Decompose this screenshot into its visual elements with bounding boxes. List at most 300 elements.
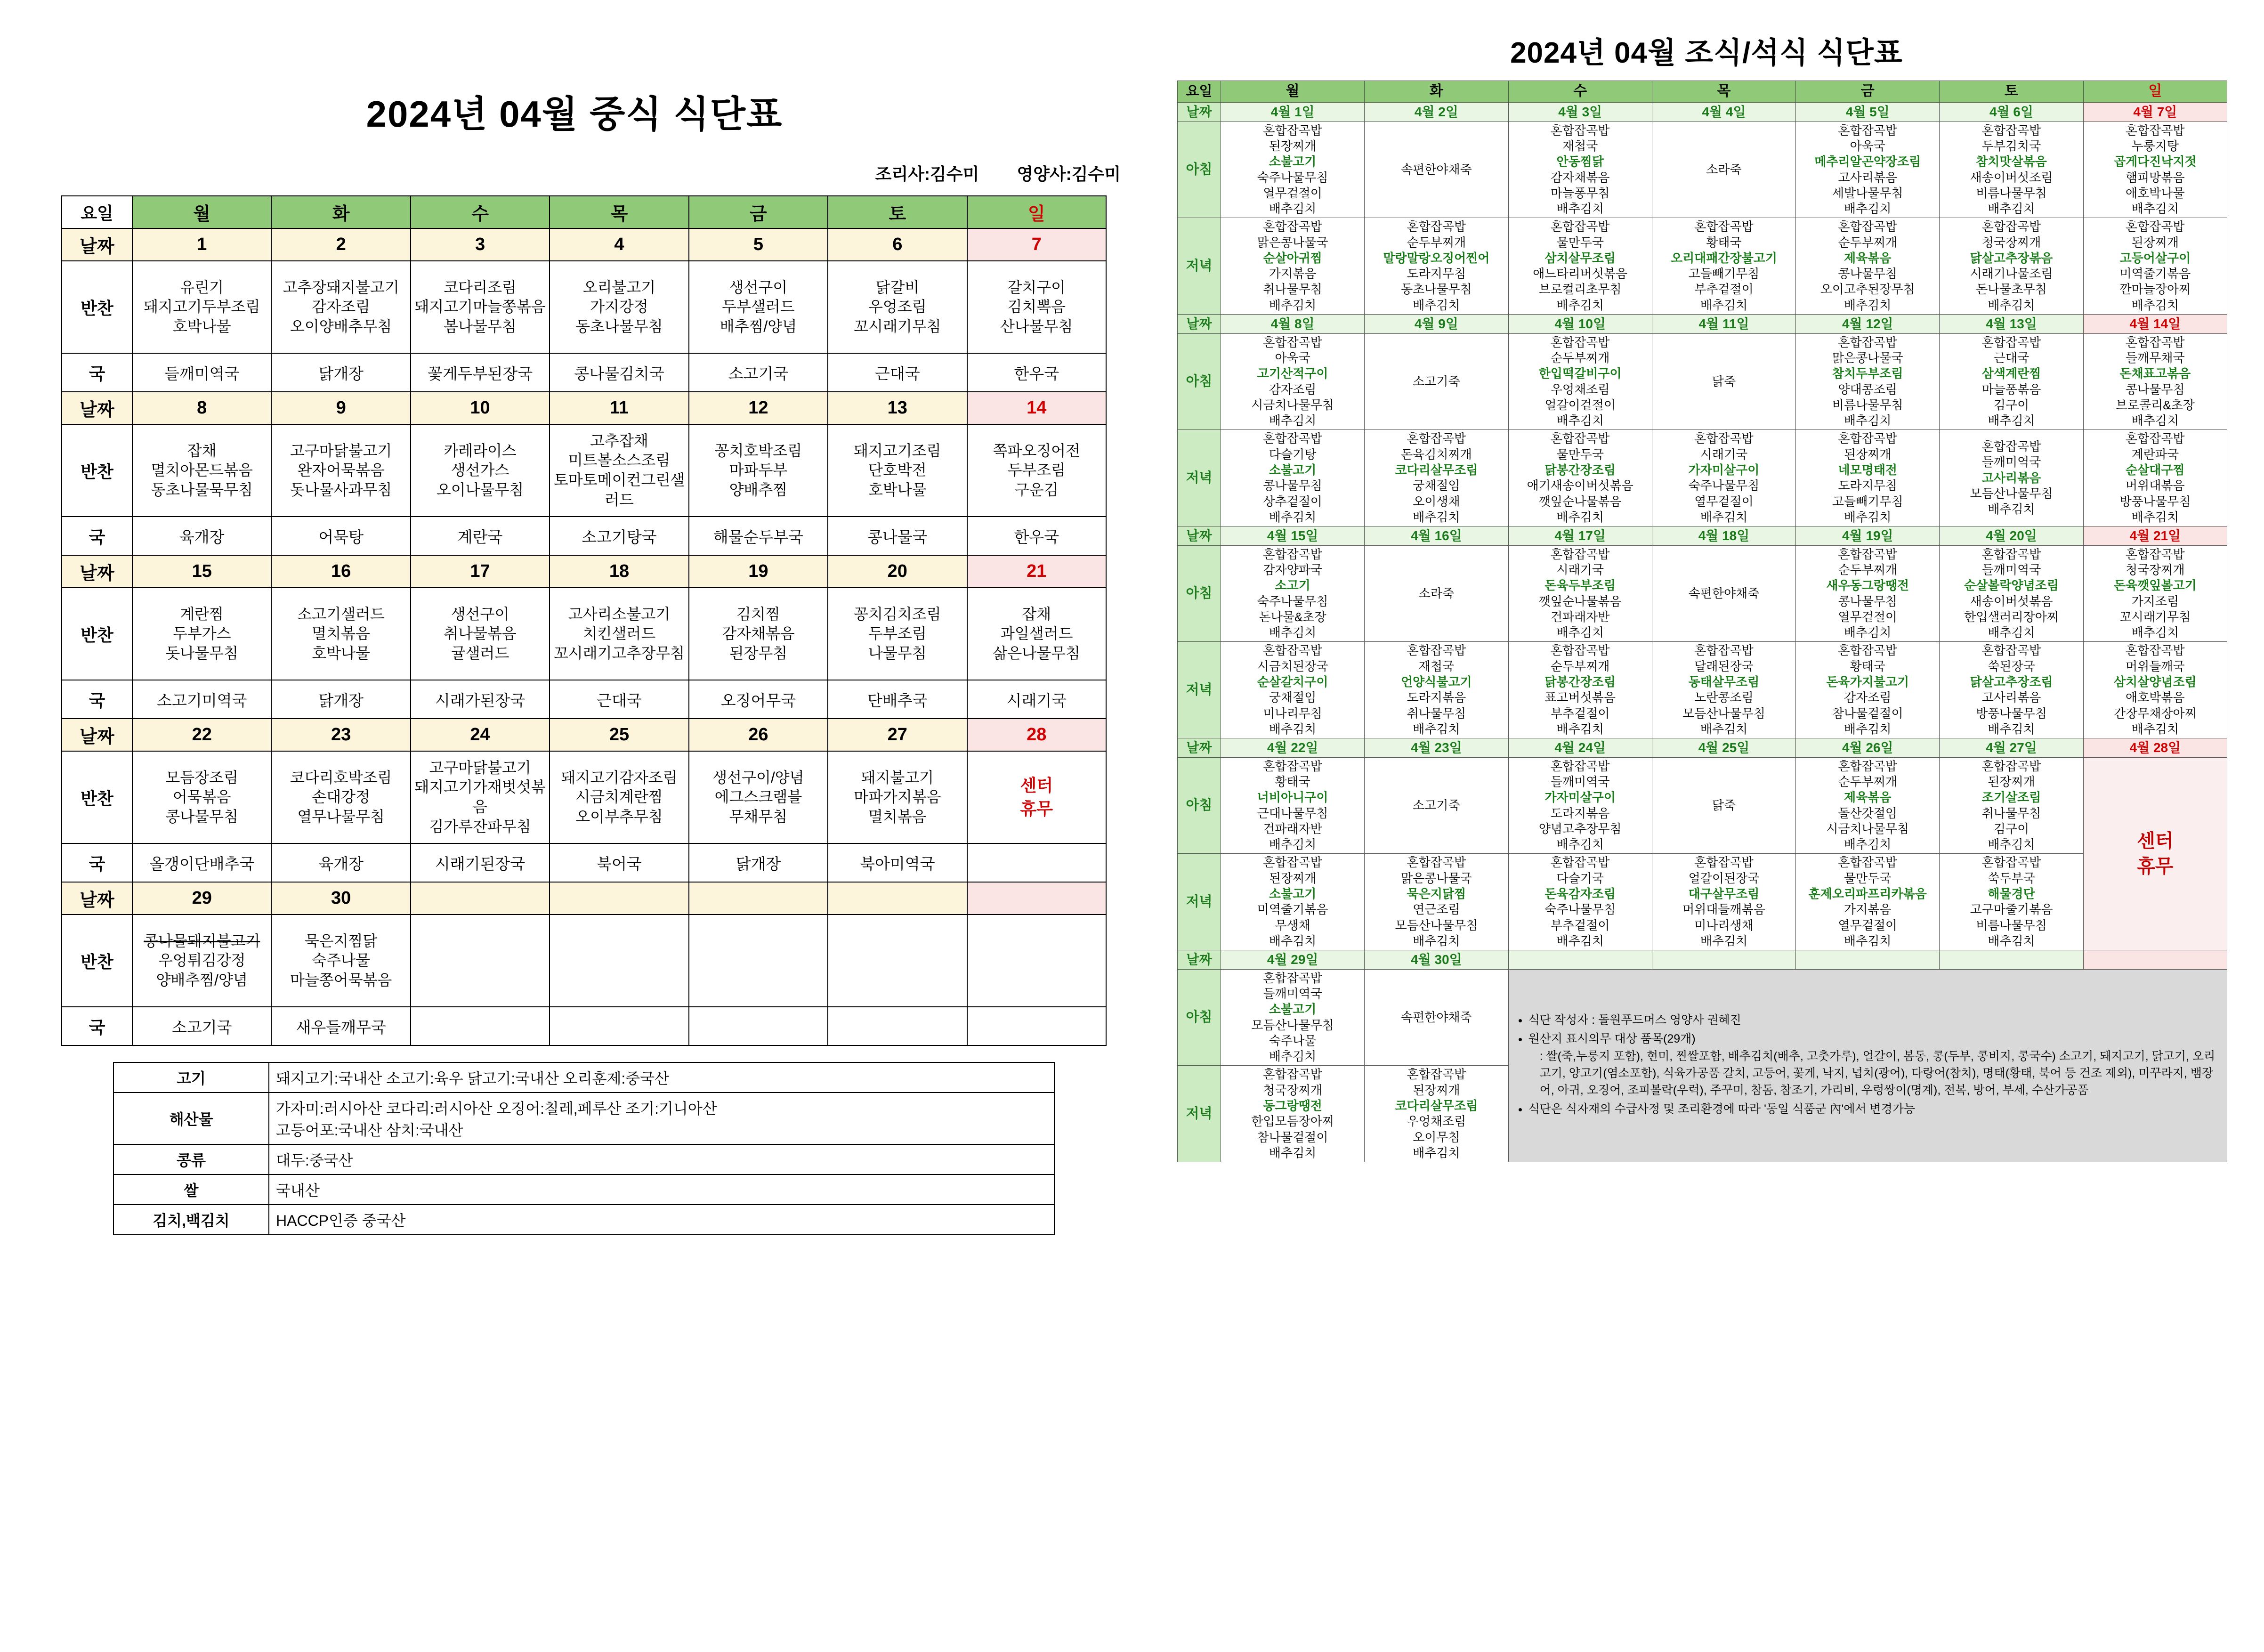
lunch-date-cell: 19 <box>689 555 828 588</box>
lunch-date-row <box>62 882 1106 915</box>
bd-date-cell: 4월 5일 <box>1796 103 1940 122</box>
lunch-soup-label: 국 <box>62 843 132 882</box>
lunch-soup-cell: 근대국 <box>550 680 688 719</box>
lunch-soup-label: 국 <box>62 1007 132 1045</box>
bd-dinner-row <box>1178 642 2227 738</box>
bd-morning-cell: 혼합잡곡밥 들깨무채국 돈채표고볶음 콩나물무침 브로콜리&초장 배추김치 <box>2083 333 2227 430</box>
bd-morning-cell: 혼합잡곡밥 들깨미역국 가자미살구이 도라지볶음 양념고추장무침 배추김치 <box>1508 757 1652 854</box>
lunch-weekday-3: 목 <box>550 196 688 228</box>
bd-date-cell: 4월 2일 <box>1365 103 1508 122</box>
bd-date-cell <box>1940 950 2083 970</box>
bd-morning-cell: 속편한야채죽 <box>1652 545 1795 642</box>
bd-morning-label: 아침 <box>1178 333 1221 430</box>
lunch-dish-label: 반찬 <box>62 588 132 680</box>
bd-title: 2024년 04월 조식/석식 식단표 <box>1510 37 1903 69</box>
lunch-date-label: 날짜 <box>62 555 132 588</box>
bd-morning-cell: 혼합잡곡밥 시래기국 돈육두부조림 깻잎순나물볶음 건파래자반 배추김치 <box>1508 545 1652 642</box>
bd-date-cell: 4월 13일 <box>1940 315 2083 334</box>
bd-morning-cell: 혼합잡곡밥 순두부찌개 제육볶음 돌산갓절임 시금치나물무침 배추김치 <box>1796 757 1940 854</box>
bd-dinner-cell: 혼합잡곡밥 물만두국 삼치살무조림 애느타리버섯볶음 브로컬리초무침 배추김치 <box>1508 218 1652 315</box>
bd-dinner-cell: 혼합잡곡밥 맑은콩나물국 순살아귀찜 가지볶음 취나물무침 배추김치 <box>1221 218 1365 315</box>
lunch-date-cell: 30 <box>271 882 410 915</box>
bd-dinner-cell: 혼합잡곡밥 청국장찌개 닭살고추장볶음 시래기나물조림 돈나물초무침 배추김치 <box>1940 218 2083 315</box>
lunch-soup-row <box>62 843 1106 882</box>
lunch-dish-cell: 고사리소불고기 치킨샐러드 꼬시래기고추장무침 <box>550 588 688 680</box>
lunch-soup-cell: 꽃게두부된장국 <box>411 353 550 392</box>
lunch-dish-cell: 고구마닭불고기 완자어묵볶음 돗나물사과무침 <box>271 424 410 517</box>
bd-weekday-0: 월 <box>1221 81 1365 103</box>
bd-date-cell: 4월 1일 <box>1221 103 1365 122</box>
bd-morning-cell: 혼합잡곡밥 근대국 삼색계란찜 마늘퐁볶음 김구이 배추김치 <box>1940 333 2083 430</box>
bd-dinner-cell: 혼합잡곡밥 시금치된장국 순살갈치구이 궁채절임 미나리무침 배추김치 <box>1221 642 1365 738</box>
lunch-dish-cell <box>967 915 1106 1007</box>
bd-date-cell: 4월 26일 <box>1796 738 1940 758</box>
lunch-date-cell: 29 <box>132 882 271 915</box>
lunch-dish-cell: 고추잡채 미트볼소스조림 토마토메이컨그린샐러드 <box>550 424 688 517</box>
lunch-weekday-2: 수 <box>411 196 550 228</box>
bd-notes <box>1510 1007 2226 1125</box>
bd-weekday-label: 요일 <box>1178 81 1221 103</box>
bd-dinner-cell: 혼합잡곡밥 청국장찌개 동그랑땡전 한입모듬장아찌 참나물겉절이 배추김치 <box>1221 1066 1365 1162</box>
bd-morning-row <box>1178 333 2227 430</box>
bd-dinner-cell: 혼합잡곡밥 된장찌개 코다리살무조림 우엉채조림 오이무침 배추김치 <box>1365 1066 1508 1162</box>
lunch-date-cell <box>828 882 967 915</box>
bd-date-row <box>1178 103 2227 122</box>
origin-key: 해산물 <box>113 1093 269 1144</box>
lunch-date-cell <box>967 882 1106 915</box>
lunch-soup-cell: 올갱이단배추국 <box>132 843 271 882</box>
lunch-date-label: 날짜 <box>62 882 132 915</box>
origin-value: HACCP인증 중국산 <box>269 1205 1054 1235</box>
lunch-soup-row <box>62 353 1106 392</box>
lunch-date-cell: 9 <box>271 392 410 424</box>
lunch-dish-cell: 쪽파오징어전 두부조림 구운김 <box>967 424 1106 517</box>
bd-note-item: • 식단은 식자재의 수급사정 및 조리환경에 따라 '동일 식품군 內'에서 변경가능 <box>1528 1101 2219 1118</box>
bd-dinner-cell: 혼합잡곡밥 된장찌개 네모명태전 도라지무침 고들빼기무침 배추김치 <box>1796 430 1940 526</box>
bd-morning-row <box>1178 545 2227 642</box>
bd-date-cell: 4월 15일 <box>1221 526 1365 546</box>
lunch-soup-cell: 오징어무국 <box>689 680 828 719</box>
lunch-date-cell: 11 <box>550 392 688 424</box>
bd-dinner-label: 저녁 <box>1178 642 1221 738</box>
bd-morning-cell: 소라죽 <box>1652 121 1795 218</box>
lunch-weekday-6: 일 <box>967 196 1106 228</box>
lunch-soup-cell <box>411 1007 550 1045</box>
lunch-dish-cell: 코다리호박조림 손대강정 열무나물무침 <box>271 751 410 843</box>
bd-date-row <box>1178 526 2227 546</box>
lunch-date-label: 날짜 <box>62 719 132 751</box>
bd-date-label: 날짜 <box>1178 315 1221 334</box>
bd-date-cell: 4월 4일 <box>1652 103 1795 122</box>
bd-morning-cell: 혼합잡곡밥 감자양파국 소고기 숙주나물무침 돈나물&초장 배추김치 <box>1221 545 1365 642</box>
origin-key: 김치,백김치 <box>113 1205 269 1235</box>
bd-weekday-5: 토 <box>1940 81 2083 103</box>
bd-morning-row <box>1178 969 2227 1066</box>
lunch-soup-row <box>62 680 1106 719</box>
bd-weekday-4: 금 <box>1796 81 1940 103</box>
breakfast-dinner-section <box>1149 0 2264 1652</box>
lunch-dish-label: 반찬 <box>62 424 132 517</box>
bd-morning-cell: 닭죽 <box>1652 757 1795 854</box>
bd-date-cell: 4월 30일 <box>1365 950 1508 970</box>
bd-dinner-cell: 혼합잡곡밥 달래된장국 동태살무조림 노란콩조림 모듬산나물무침 배추김치 <box>1652 642 1795 738</box>
bd-date-cell: 4월 20일 <box>1940 526 2083 546</box>
lunch-date-cell <box>550 882 688 915</box>
lunch-dish-cell: 돼지고기감자조림 시금치계란찜 오이부추무침 <box>550 751 688 843</box>
bd-morning-label: 아침 <box>1178 969 1221 1066</box>
bd-date-label: 날짜 <box>1178 950 1221 970</box>
lunch-soup-label: 국 <box>62 517 132 555</box>
lunch-soup-cell <box>689 1007 828 1045</box>
lunch-soup-cell: 육개장 <box>132 517 271 555</box>
origin-row <box>113 1174 1054 1205</box>
bd-date-cell: 4월 14일 <box>2083 315 2227 334</box>
bd-morning-cell: 혼합잡곡밥 맑은콩나물국 참치두부조림 양대콩조림 비름나물무침 배추김치 <box>1796 333 1940 430</box>
lunch-dish-cell: 갈치구이 김치뽁음 산나물무침 <box>967 261 1106 353</box>
origin-row <box>113 1093 1054 1144</box>
lunch-soup-cell: 소고기국 <box>689 353 828 392</box>
lunch-table <box>61 195 1107 1046</box>
lunch-dish-cell: 고구마닭불고기 돼지고기가재벗섯볶음 김가루잔파무침 <box>411 751 550 843</box>
lunch-date-row <box>62 719 1106 751</box>
lunch-soup-cell: 소고기미역국 <box>132 680 271 719</box>
bd-dinner-cell: 혼합잡곡밥 황태국 돈육가지불고기 감자조림 참나물겉절이 배추김치 <box>1796 642 1940 738</box>
lunch-dish-cell: 돼지고기조림 단호박전 호박나물 <box>828 424 967 517</box>
lunch-soup-cell: 북아미역국 <box>828 843 967 882</box>
bd-morning-cell: 혼합잡곡밥 순두부찌개 한입떡갈비구이 우엉채조림 얼갈이겉절이 배추김치 <box>1508 333 1652 430</box>
lunch-soup-cell: 계란국 <box>411 517 550 555</box>
bd-date-cell: 4월 11일 <box>1652 315 1795 334</box>
bd-date-cell: 4월 3일 <box>1508 103 1652 122</box>
lunch-dish-cell: 계란찜 두부가스 돗나물무침 <box>132 588 271 680</box>
bd-date-cell <box>2083 950 2227 970</box>
lunch-dish-row <box>62 751 1106 843</box>
bd-dinner-cell: 혼합잡곡밥 다슬기국 돈육감자조림 숙주나물무침 부추겉절이 배추김치 <box>1508 854 1652 950</box>
lunch-dish-cell: 생선구이/양념 에그스크램블 무채무침 <box>689 751 828 843</box>
origin-value: 국내산 <box>269 1174 1054 1205</box>
lunch-soup-cell: 시래가된장국 <box>411 680 550 719</box>
bd-date-cell: 4월 6일 <box>1940 103 2083 122</box>
bd-weekday-1: 화 <box>1365 81 1508 103</box>
lunch-dish-cell <box>550 915 688 1007</box>
lunch-soup-cell <box>967 843 1106 882</box>
bd-dinner-cell: 혼합잡곡밥 다슬기탕 소불고기 콩나물무침 상추겉절이 배추김치 <box>1221 430 1365 526</box>
bd-morning-cell: 혼합잡곡밥 황태국 너비아니구이 근대나물무침 건파래자반 배추김치 <box>1221 757 1365 854</box>
lunch-staff <box>0 161 1149 185</box>
lunch-date-cell: 17 <box>411 555 550 588</box>
bd-dinner-cell: 혼합잡곡밥 돈육김치찌개 코다리살무조림 궁채절임 오이생채 배추김치 <box>1365 430 1508 526</box>
bd-dinner-label: 저녁 <box>1178 854 1221 950</box>
lunch-date-cell: 23 <box>271 719 410 751</box>
bd-dinner-cell: 혼합잡곡밥 시래기국 가자미살구이 숙주나물무침 열무겉절이 배추김치 <box>1652 430 1795 526</box>
lunch-soup-cell: 닭개장 <box>689 843 828 882</box>
bd-dinner-cell: 혼합잡곡밥 계란파국 순살대구찜 머위대볶음 방풍나물무침 배추김치 <box>2083 430 2227 526</box>
bd-dinner-cell: 혼합잡곡밥 순두부찌개 말랑말랑오징어찐어 도라지무침 동초나물무침 배추김치 <box>1365 218 1508 315</box>
bd-date-cell: 4월 17일 <box>1508 526 1652 546</box>
bd-date-cell: 4월 25일 <box>1652 738 1795 758</box>
lunch-weekday-0: 월 <box>132 196 271 228</box>
bd-dinner-cell: 혼합잡곡밥 된장찌개 소불고기 미역줄기볶음 무생채 배추김치 <box>1221 854 1365 950</box>
lunch-dish-cell: 닭갈비 우엉조림 꼬시래기무침 <box>828 261 967 353</box>
lunch-dish-cell <box>411 915 550 1007</box>
lunch-dish-row <box>62 261 1106 353</box>
origin-value: 대두:중국산 <box>269 1144 1054 1174</box>
bd-morning-cell: 혼합잡곡밥 재첩국 안동찜닭 감자채볶음 마늘퐁무침 배추김치 <box>1508 121 1652 218</box>
bd-morning-cell: 혼합잡곡밥 들깨미역국 소불고기 모듬산나물무침 숙주나물 배추김치 <box>1221 969 1365 1066</box>
lunch-dish-cell: 소고기샐러드 멸치볶음 호박나물 <box>271 588 410 680</box>
lunch-dish-label: 반찬 <box>62 261 132 353</box>
bd-date-cell: 4월 19일 <box>1796 526 1940 546</box>
bd-note-item: • 식단 작성자 : 돌원푸드머스 영양사 권혜진 <box>1528 1012 2219 1028</box>
bd-morning-cell: 혼합잡곡밥 된장찌개 조기살조림 취나물무침 김구이 배추김치 <box>1940 757 2083 854</box>
lunch-date-cell: 27 <box>828 719 967 751</box>
bd-date-cell: 4월 22일 <box>1221 738 1365 758</box>
bd-dinner-cell: 혼합잡곡밥 물만두국 훈제오리파프리카볶음 가지볶음 열무겉절이 배추김치 <box>1796 854 1940 950</box>
origin-table <box>113 1062 1055 1235</box>
lunch-dish-cell: 묵은지찜닭 숙주나물 마늘쫑어묵볶음 <box>271 915 410 1007</box>
lunch-dish-cell: 잡채 멸치아몬드볶음 동초나물묵무침 <box>132 424 271 517</box>
bd-morning-cell: 혼합잡곡밥 들깨미역국 순살볼락양념조림 새송이버섯볶음 한입샐러리장아찌 배추김치 <box>1940 545 2083 642</box>
bd-morning-cell: 센터 휴무 <box>2083 757 2227 950</box>
lunch-date-cell <box>689 882 828 915</box>
bd-date-cell <box>1508 950 1652 970</box>
bd-weekday-3: 목 <box>1652 81 1795 103</box>
lunch-soup-cell: 콩나물국 <box>828 517 967 555</box>
bd-dinner-label: 저녁 <box>1178 430 1221 526</box>
lunch-soup-cell <box>550 1007 688 1045</box>
lunch-soup-cell: 해물순두부국 <box>689 517 828 555</box>
bd-date-cell: 4월 16일 <box>1365 526 1508 546</box>
bd-morning-cell: 혼합잡곡밥 두부김치국 참치맛살볶음 새송이버섯조림 비름나물무침 배추김치 <box>1940 121 2083 218</box>
bd-date-cell: 4월 28일 <box>2083 738 2227 758</box>
lunch-date-cell: 8 <box>132 392 271 424</box>
lunch-dish-cell: 꽁치김치조림 두부조림 나물무침 <box>828 588 967 680</box>
lunch-weekday-label: 요일 <box>62 196 132 228</box>
bd-date-label: 날짜 <box>1178 526 1221 546</box>
lunch-date-cell: 24 <box>411 719 550 751</box>
lunch-soup-cell: 시래기된장국 <box>411 843 550 882</box>
cook-label: 조리사:김수미 <box>875 164 979 184</box>
lunch-dish-cell: 잡채 과일샐러드 삶은나물무침 <box>967 588 1106 680</box>
origin-row <box>113 1205 1054 1235</box>
lunch-dish-cell: 유린기 돼지고기두부조림 호박나물 <box>132 261 271 353</box>
origin-key: 쌀 <box>113 1174 269 1205</box>
lunch-date-cell: 2 <box>271 228 410 261</box>
lunch-soup-cell: 북어국 <box>550 843 688 882</box>
bd-date-cell: 4월 9일 <box>1365 315 1508 334</box>
lunch-date-cell: 7 <box>967 228 1106 261</box>
lunch-date-cell: 22 <box>132 719 271 751</box>
lunch-date-cell: 3 <box>411 228 550 261</box>
bd-morning-cell: 소고기죽 <box>1365 757 1508 854</box>
lunch-soup-cell: 닭개장 <box>271 353 410 392</box>
lunch-dish-cell: 돼지불고기 마파가지볶음 멸치볶음 <box>828 751 967 843</box>
lunch-date-cell: 6 <box>828 228 967 261</box>
lunch-dish-cell <box>828 915 967 1007</box>
bd-dinner-cell: 혼합잡곡밥 순두부찌개 제육볶음 콩나물무침 오이고추된장무침 배추김치 <box>1796 218 1940 315</box>
bd-date-cell: 4월 10일 <box>1508 315 1652 334</box>
bd-dinner-cell: 혼합잡곡밥 된장찌개 고등어살구이 미역줄기볶음 깐마늘장아찌 배추김치 <box>2083 218 2227 315</box>
lunch-date-row <box>62 392 1106 424</box>
lunch-soup-cell: 들깨미역국 <box>132 353 271 392</box>
bd-dinner-cell: 혼합잡곡밥 맑은콩나물국 묵은지닭찜 연근조림 모듬산나물무침 배추김치 <box>1365 854 1508 950</box>
bd-date-cell: 4월 23일 <box>1365 738 1508 758</box>
bd-weekday-row <box>1178 81 2227 103</box>
lunch-date-cell: 18 <box>550 555 688 588</box>
bd-date-label: 날짜 <box>1178 738 1221 758</box>
bd-morning-row <box>1178 121 2227 218</box>
origin-row <box>113 1062 1054 1093</box>
lunch-soup-cell: 소고기탕국 <box>550 517 688 555</box>
lunch-dish-row <box>62 915 1106 1007</box>
bd-dinner-cell: 혼합잡곡밥 황태국 오리대패간장불고기 고들빼기무침 부추겉절이 배추김치 <box>1652 218 1795 315</box>
lunch-date-cell: 28 <box>967 719 1106 751</box>
bd-date-row <box>1178 315 2227 334</box>
lunch-dish-cell: 고추장돼지불고기 감자조림 오이양배추무침 <box>271 261 410 353</box>
origin-value: 가자미:러시아산 코다리:러시아산 오징어:칠레,페루산 조기:기니아산 고등어포:국내산 삼치:국내산 <box>269 1093 1054 1144</box>
lunch-soup-row <box>62 517 1106 555</box>
lunch-weekday-5: 토 <box>828 196 967 228</box>
lunch-dish-cell: 센터 휴무 <box>967 751 1106 843</box>
bd-morning-cell: 혼합잡곡밥 청국장찌개 돈육깻잎볼고기 가지조림 꼬시래기무침 배추김치 <box>2083 545 2227 642</box>
bd-date-cell: 4월 21일 <box>2083 526 2227 546</box>
lunch-date-row <box>62 555 1106 588</box>
bd-morning-cell: 혼합잡곡밥 된장찌개 소불고기 숙주나물무침 열무겉절이 배추김치 <box>1221 121 1365 218</box>
bd-morning-cell: 혼합잡곡밥 아욱국 메추리알곤약장조림 고사리볶음 세발나물무침 배추김치 <box>1796 121 1940 218</box>
lunch-date-cell: 14 <box>967 392 1106 424</box>
bd-date-cell: 4월 27일 <box>1940 738 2083 758</box>
lunch-soup-cell: 어묵탕 <box>271 517 410 555</box>
bd-morning-cell: 닭죽 <box>1652 333 1795 430</box>
lunch-dish-cell: 카레라이스 생선가스 오이나물무침 <box>411 424 550 517</box>
bd-dinner-label: 저녁 <box>1178 1066 1221 1162</box>
lunch-dish-cell: 콩나물돼지불고기 우엉튀김강정 양배추찜/양념 <box>132 915 271 1007</box>
bd-dinner-cell: 혼합잡곡밥 쑥된장국 닭살고추장조림 고사리볶음 방풍나물무침 배추김치 <box>1940 642 2083 738</box>
bd-notes-cell <box>1508 969 2227 1162</box>
bd-date-label: 날짜 <box>1178 103 1221 122</box>
lunch-date-cell: 10 <box>411 392 550 424</box>
bd-dinner-cell: 혼합잡곡밥 순두부찌개 닭봉간장조림 표고버섯볶음 부추겉절이 배추김치 <box>1508 642 1652 738</box>
lunch-soup-cell: 새우들깨무국 <box>271 1007 410 1045</box>
bd-weekday-6: 일 <box>2083 81 2227 103</box>
bd-dinner-cell: 혼합잡곡밥 들깨미역국 고사리볶음 모듬산나물무침 배추김치 <box>1940 430 2083 526</box>
bd-date-cell: 4월 7일 <box>2083 103 2227 122</box>
bd-date-row <box>1178 738 2227 758</box>
lunch-dish-cell: 오리불고기 가지강정 동초나물무침 <box>550 261 688 353</box>
lunch-date-cell: 1 <box>132 228 271 261</box>
bd-date-row <box>1178 950 2227 970</box>
lunch-dish-label: 반찬 <box>62 915 132 1007</box>
bd-dinner-row <box>1178 218 2227 315</box>
lunch-dish-row <box>62 424 1106 517</box>
lunch-dish-cell: 김치찜 감자채볶음 된장무침 <box>689 588 828 680</box>
lunch-weekday-4: 금 <box>689 196 828 228</box>
bd-morning-cell: 혼합잡곡밥 아욱국 고기산적구이 감자조림 시금치나물무침 배추김치 <box>1221 333 1365 430</box>
bd-date-cell: 4월 12일 <box>1796 315 1940 334</box>
lunch-date-cell <box>411 882 550 915</box>
lunch-weekday-1: 화 <box>271 196 410 228</box>
bd-morning-label: 아침 <box>1178 757 1221 854</box>
lunch-date-cell: 26 <box>689 719 828 751</box>
lunch-soup-cell: 시래기국 <box>967 680 1106 719</box>
origin-key: 고기 <box>113 1062 269 1093</box>
bd-morning-label: 아침 <box>1178 121 1221 218</box>
lunch-title: 2024년 04월 중식 식단표 <box>366 93 783 135</box>
lunch-date-label: 날짜 <box>62 392 132 424</box>
nutritionist-label: 영양사:김수미 <box>1017 164 1121 184</box>
bd-morning-cell: 혼합잡곡밥 누룽지탕 곱게다진낙지젓 햄피망볶음 애호박나물 배추김치 <box>2083 121 2227 218</box>
lunch-date-cell: 13 <box>828 392 967 424</box>
bd-date-cell: 4월 18일 <box>1652 526 1795 546</box>
bd-dinner-label: 저녁 <box>1178 218 1221 315</box>
lunch-date-cell: 5 <box>689 228 828 261</box>
lunch-soup-cell: 소고기국 <box>132 1007 271 1045</box>
bd-date-cell <box>1796 950 1940 970</box>
origin-value: 돼지고기:국내산 소고기:육우 닭고기:국내산 오리훈제:중국산 <box>269 1062 1054 1093</box>
bd-date-cell: 4월 8일 <box>1221 315 1365 334</box>
lunch-soup-row <box>62 1007 1106 1045</box>
bd-dinner-row <box>1178 854 2227 950</box>
bd-morning-cell: 속편한야채죽 <box>1365 121 1508 218</box>
lunch-soup-cell: 한우국 <box>967 353 1106 392</box>
lunch-dish-label: 반찬 <box>62 751 132 843</box>
lunch-dish-cell: 생선구이 두부샐러드 배추찜/양념 <box>689 261 828 353</box>
bd-weekday-2: 수 <box>1508 81 1652 103</box>
lunch-soup-cell: 근대국 <box>828 353 967 392</box>
lunch-soup-cell: 콩나물김치국 <box>550 353 688 392</box>
lunch-date-cell: 21 <box>967 555 1106 588</box>
lunch-soup-cell: 육개장 <box>271 843 410 882</box>
lunch-dish-row <box>62 588 1106 680</box>
bd-date-cell: 4월 24일 <box>1508 738 1652 758</box>
lunch-soup-cell <box>828 1007 967 1045</box>
lunch-dish-cell: 생선구이 취나물볶음 귤샐러드 <box>411 588 550 680</box>
lunch-dish-cell <box>689 915 828 1007</box>
lunch-date-cell: 12 <box>689 392 828 424</box>
bd-note-item: • 원산지 표시의무 대상 품목(29개) : 쌀(죽,누룽지 포함), 현미, 찐쌀포함, 배추김치(배추, 고춧가루), 얼갈이, 봄동, 콩(두부, 콩비지, 콩국수) 소고기, 돼지고기, 닭고기, 오리고기, 양고기(염소포함), 식육가공품 갈치, 고등어, 꽃게, 낙지, 넙치(광어), 다랑어(참치), 명태(황태, 북어 등 건조 제외), 미꾸라지, 뱀장어, 아귀, 오징어, 조피볼락(우럭), 주꾸미, 참돔, 참조기, 가리비, 우렁쌍이(명계), 전복, 방어, 부세, 수산가공품 <box>1528 1030 2219 1099</box>
lunch-date-cell: 15 <box>132 555 271 588</box>
origin-row <box>113 1144 1054 1174</box>
lunch-soup-label: 국 <box>62 353 132 392</box>
lunch-date-cell: 16 <box>271 555 410 588</box>
bd-dinner-cell: 혼합잡곡밥 머위들깨국 삼치살양념조림 애호박볶음 간장무채장아찌 배추김치 <box>2083 642 2227 738</box>
lunch-dish-cell: 모듬장조림 어묵볶음 콩나물무침 <box>132 751 271 843</box>
lunch-dish-cell: 코다리조림 돼지고기마늘쫑볶음 봄나물무침 <box>411 261 550 353</box>
bd-morning-label: 아침 <box>1178 545 1221 642</box>
bd-dinner-cell: 혼합잡곡밥 물만두국 닭봉간장조림 애기새송이버섯볶음 깻잎순나물볶음 배추김치 <box>1508 430 1652 526</box>
lunch-date-row <box>62 228 1106 261</box>
lunch-date-cell: 20 <box>828 555 967 588</box>
bd-morning-cell: 혼합잡곡밥 순두부찌개 새우동그랑땡전 콩나물무침 열무겉절이 배추김치 <box>1796 545 1940 642</box>
lunch-date-cell: 25 <box>550 719 688 751</box>
bd-date-cell: 4월 29일 <box>1221 950 1365 970</box>
lunch-weekday-row <box>62 196 1106 228</box>
bd-dinner-cell: 혼합잡곡밥 쑥두부국 해물경단 고구마줄기볶음 비름나물무침 배추김치 <box>1940 854 2083 950</box>
bd-date-cell <box>1652 950 1795 970</box>
bd-dinner-cell: 혼합잡곡밥 재첩국 언양식불고기 도라지볶음 취나물무침 배추김치 <box>1365 642 1508 738</box>
bd-morning-cell: 소고기죽 <box>1365 333 1508 430</box>
bd-dinner-row <box>1178 430 2227 526</box>
lunch-soup-label: 국 <box>62 680 132 719</box>
lunch-date-cell: 4 <box>550 228 688 261</box>
bd-dinner-cell: 혼합잡곡밥 얼갈이된장국 대구살무조림 머위대들깨볶음 미나리생채 배추김치 <box>1652 854 1795 950</box>
lunch-soup-cell <box>967 1007 1106 1045</box>
lunch-soup-cell: 한우국 <box>967 517 1106 555</box>
breakfast-dinner-table <box>1177 81 2227 1162</box>
origin-key: 콩류 <box>113 1144 269 1174</box>
lunch-date-label: 날짜 <box>62 228 132 261</box>
lunch-soup-cell: 닭개장 <box>271 680 410 719</box>
